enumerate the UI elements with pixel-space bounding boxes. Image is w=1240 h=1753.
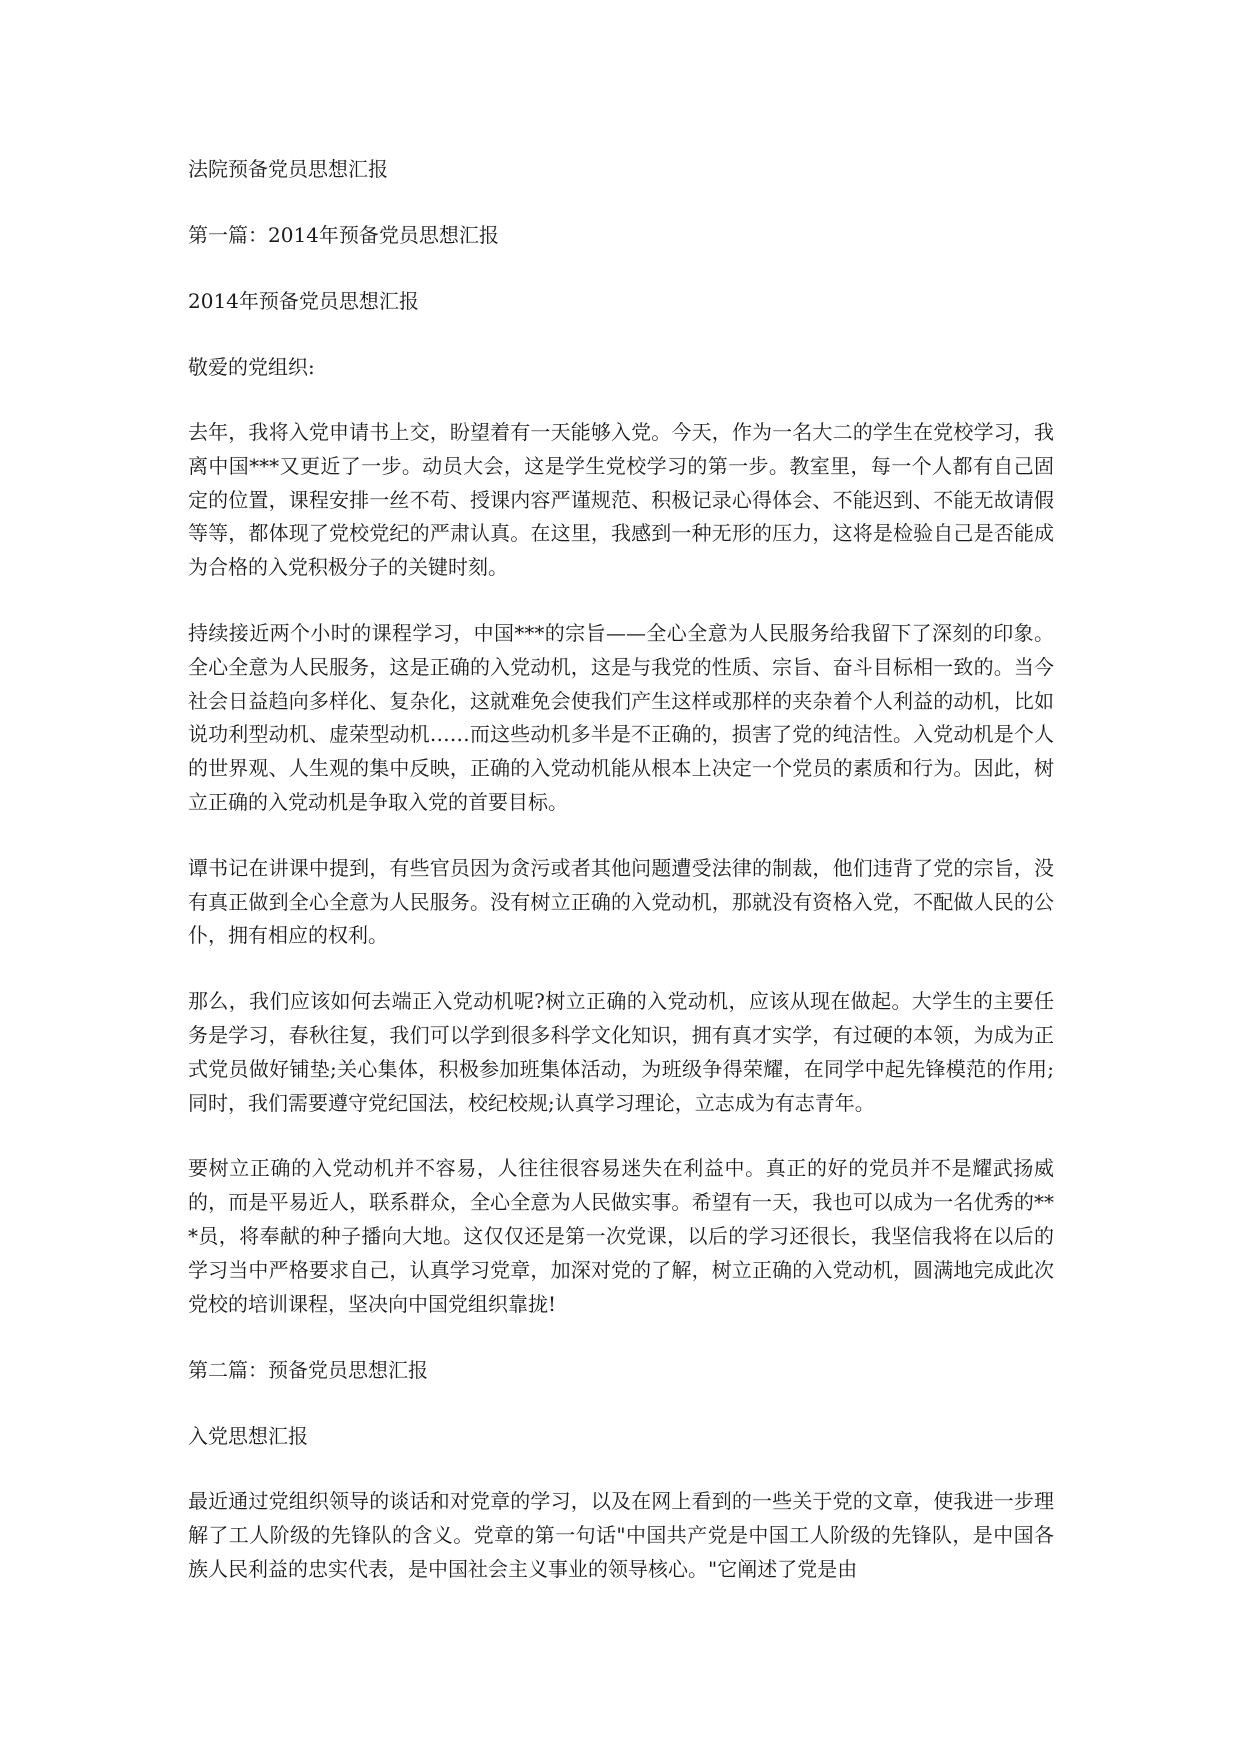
section2-heading: 第二篇：预备党员思想汇报 (188, 1358, 428, 1383)
paragraph: 去年，我将入党申请书上交，盼望着有一天能够入党。今天，作为一名大二的学生在党校学习，我离中国***又更近了一步。动员大会，这是学生党校学习的第一步。教室里，每一个人都有自己固定的位置，课程安排一丝不苟、授课内容严谨规范、积极记录心得体会、不能迟到、不能无故请假等等，都体现了党校党纪的严肃认真。在这里，我感到一种无形的压力，这将是检验自己是否能成为合格的入党积极分子的关键时刻。 (188, 420, 1054, 580)
document-body (188, 152, 1054, 1619)
section1-subtitle: 2014年预备党员思想汇报 (188, 289, 419, 313)
paragraph: 持续接近两个小时的课程学习，中国***的宗旨——全心全意为人民服务给我留下了深刻的印象。全心全意为人民服务，这是正确的入党动机，这是与我党的性质、宗旨、奋斗目标相一致的。当今社会日益趋向多样化、复杂化，这就难免会使我们产生这样或那样的夹杂着个人利益的动机，比如说功利型动机、虚荣型动机……而这些动机多半是不正确的，损害了党的纯洁性。入党动机是个人的世界观、人生观的集中反映，正确的入党动机能从根本上决定一个党员的素质和行为。因此，树立正确的入党动机是争取入党的首要目标。 (188, 620, 1054, 814)
paragraph: 要树立正确的入党动机并不容易，人往往很容易迷失在利益中。真正的好的党员并不是耀武扬威的，而是平易近人，联系群众，全心全意为人民做实事。希望有一天，我也可以成为一名优秀的***员，将奉献的种子播向大地。这仅仅还是第一次党课，以后的学习还很长，我坚信我将在以后的学习当中严格要求自己，认真学习党章，加深对党的了解，树立正确的入党动机，圆满地完成此次党校的培训课程，坚决向中国党组织靠拢! (188, 1156, 1054, 1316)
section1-heading: 第一篇：2014年预备党员思想汇报 (188, 223, 499, 247)
paragraph: 谭书记在讲课中提到，有些官员因为贪污或者其他问题遭受法律的制裁，他们违背了党的宗旨，没有真正做到全心全意为人民服务。没有树立正确的入党动机，那就没有资格入党，不配做人民的公仆，拥有相应的权利。 (188, 855, 1054, 948)
section2-subtitle: 入党思想汇报 (188, 1424, 308, 1449)
salutation: 敬爱的党组织: (188, 355, 315, 379)
paragraph: 最近通过党组织领导的谈话和对党章的学习，以及在网上看到的一些关于党的文章，使我进一步理解了工人阶级的先锋队的含义。党章的第一句话"中国共产党是中国工人阶级的先锋队，是中国各族人民利益的忠实代表，是中国社会主义事业的领导核心。"它阐述了党是由 (188, 1489, 1054, 1581)
paragraph: 那么，我们应该如何去端正入党动机呢?树立正确的入党动机，应该从现在做起。大学生的主要任务是学习，春秋往复，我们可以学到很多科学文化知识，拥有真才实学，有过硬的本领，为成为正式党员做好铺垫;关心集体，积极参加班集体活动，为班级争得荣耀，在同学中起先锋模范的作用;同时，我们需要遵守党纪国法，校纪校规;认真学习理论，立志成为有志青年。 (188, 989, 1054, 1115)
document-title: 法院预备党员思想汇报 (188, 157, 388, 181)
